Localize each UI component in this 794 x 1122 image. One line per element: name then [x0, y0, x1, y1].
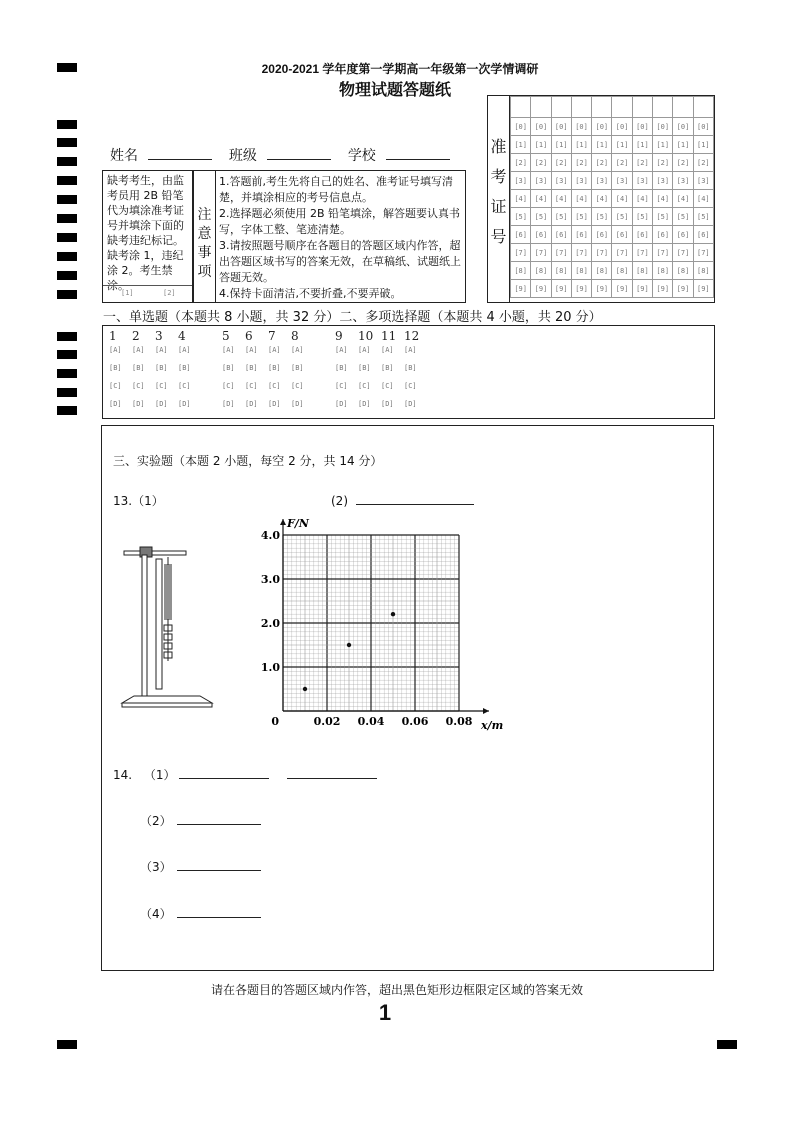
exam-id-bubble[interactable]: [2] [571, 154, 591, 172]
question-number: 1 [109, 329, 117, 343]
exam-id-bubble[interactable]: [8] [531, 262, 551, 280]
question-number: 11 [381, 329, 397, 343]
exam-id-bubble[interactable]: [9] [592, 280, 612, 298]
answer-bubble[interactable]: [A] [335, 346, 348, 354]
data-point [347, 643, 351, 647]
answer-bubble[interactable]: [B] [245, 364, 258, 372]
exam-id-bubble[interactable]: [4] [612, 190, 632, 208]
q14-1-answer-a[interactable] [179, 766, 269, 779]
exam-id-bubble[interactable]: [6] [511, 226, 531, 244]
answer-bubble[interactable]: [C] [335, 382, 348, 390]
exam-id-bubble[interactable]: [9] [531, 280, 551, 298]
answer-bubble[interactable]: [B] [132, 364, 145, 372]
exam-id-bubble[interactable]: [0] [673, 118, 693, 136]
exam-id-bubble[interactable]: [0] [551, 118, 571, 136]
answer-bubble[interactable]: [A] [245, 346, 258, 354]
answer-bubble[interactable]: [D] [335, 400, 348, 408]
exam-id-bubble[interactable]: [2] [632, 154, 652, 172]
exam-id-grid [510, 96, 714, 298]
answer-bubble[interactable]: [D] [155, 400, 168, 408]
q14-row4 [140, 905, 261, 922]
timing-mark [57, 271, 77, 280]
q14-part4-label: （4） [140, 907, 172, 921]
exam-id-bubble[interactable]: [5] [571, 208, 591, 226]
answer-bubble[interactable]: [A] [155, 346, 168, 354]
absent-text: 缺考考生，由监考员用 2B 铅笔代为填涂准考证号并填涂下面的缺考违纪标记。缺考涂 1，违纪涂 2。考生禁涂。 [107, 174, 184, 292]
exam-id-bubble[interactable]: [0] [653, 118, 673, 136]
name-field[interactable] [148, 147, 212, 160]
exam-id-bubble[interactable]: [8] [511, 262, 531, 280]
question-number: 4 [178, 329, 186, 343]
answer-bubble[interactable]: [C] [381, 382, 394, 390]
exam-id-bubble[interactable]: [5] [592, 208, 612, 226]
timing-mark [57, 120, 77, 129]
answer-bubble[interactable]: [D] [291, 400, 304, 408]
exam-id-bubble[interactable]: [8] [592, 262, 612, 280]
exam-id-bubble[interactable]: [8] [632, 262, 652, 280]
exam-id-label: 准考证号 [488, 96, 510, 302]
exam-id-bubble[interactable]: [3] [551, 172, 571, 190]
exam-id-bubble[interactable]: [7] [612, 244, 632, 262]
exam-id-bubble[interactable]: [4] [632, 190, 652, 208]
exam-id-bubble[interactable]: [5] [612, 208, 632, 226]
answer-bubble[interactable]: [B] [109, 364, 122, 372]
exam-id-bubble[interactable]: [8] [571, 262, 591, 280]
force-displacement-chart [247, 511, 507, 736]
question-number: 9 [335, 329, 343, 343]
page-number: 1 [378, 1000, 392, 1025]
q14-label: 14. [113, 768, 133, 782]
exam-id-bubble[interactable]: [6] [673, 226, 693, 244]
notes-box [193, 170, 466, 303]
exam-id-digit-box[interactable] [592, 97, 612, 118]
note-item: 4.保持卡面清洁,不要折叠,不要弄破。 [219, 287, 402, 300]
exam-id-bubble[interactable]: [1] [632, 136, 652, 154]
answer-bubble[interactable]: [C] [132, 382, 145, 390]
timing-mark [57, 195, 77, 204]
answer-bubble[interactable]: [A] [222, 346, 235, 354]
experiment-heading: 三、实验题（本题 2 小题，每空 2 分，共 14 分） [113, 454, 383, 468]
exam-id-bubble[interactable]: [2] [551, 154, 571, 172]
exam-id-bubble[interactable]: [8] [551, 262, 571, 280]
exam-id-bubble[interactable]: [1] [693, 136, 713, 154]
student-info [110, 145, 450, 165]
answer-bubble[interactable]: [D] [132, 400, 145, 408]
timing-mark [57, 388, 77, 397]
data-point [303, 687, 307, 691]
answer-bubble[interactable]: [D] [404, 400, 417, 408]
choice-group [335, 329, 427, 418]
q14-row2 [140, 812, 261, 829]
exam-id-box [487, 95, 715, 303]
exam-id-bubble[interactable]: [9] [693, 280, 713, 298]
answer-bubble[interactable]: [B] [404, 364, 417, 372]
timing-mark [57, 176, 77, 185]
exam-id-bubble[interactable]: [3] [653, 172, 673, 190]
exam-id-bubble[interactable]: [7] [571, 244, 591, 262]
q14-4-answer[interactable] [177, 905, 261, 918]
exam-id-bubble[interactable]: [6] [531, 226, 551, 244]
timing-mark [57, 63, 77, 72]
answer-bubble[interactable]: [D] [178, 400, 191, 408]
answer-bubble[interactable]: [B] [155, 364, 168, 372]
timing-mark [57, 214, 77, 223]
y-axis-label: F/N [287, 517, 309, 530]
note-item: 3.请按照题号顺序在各题目的答题区域内作答，超出答题区域书写的答案无效，在草稿纸、试题纸上答题无效。 [219, 239, 461, 284]
exam-id-bubble[interactable]: [0] [592, 118, 612, 136]
exam-id-bubble[interactable]: [0] [632, 118, 652, 136]
name-label: 姓名 [110, 148, 138, 164]
answer-bubble[interactable]: [D] [222, 400, 235, 408]
exam-id-bubble[interactable]: [6] [653, 226, 673, 244]
exam-id-bubble[interactable]: [9] [551, 280, 571, 298]
notes-list [219, 174, 463, 302]
question-number: 5 [222, 329, 230, 343]
answer-bubble[interactable]: [A] [178, 346, 191, 354]
absent-box [102, 170, 193, 303]
answer-bubble[interactable]: [D] [268, 400, 281, 408]
exam-id-bubble[interactable]: [6] [551, 226, 571, 244]
exam-id-bubble[interactable]: [7] [531, 244, 551, 262]
exam-id-digit-box[interactable] [653, 97, 673, 118]
exam-id-bubble[interactable]: [4] [531, 190, 551, 208]
timing-mark [57, 350, 77, 359]
timing-mark [717, 1040, 737, 1049]
x-tick-label: 0.02 [313, 715, 341, 728]
exam-id-digit-box[interactable] [673, 97, 693, 118]
q14-part3-label: （3） [140, 860, 172, 874]
exam-id-bubble[interactable]: [9] [653, 280, 673, 298]
exam-id-bubble[interactable]: [3] [571, 172, 591, 190]
x-tick-label: 0.04 [357, 715, 385, 728]
exam-id-bubble[interactable]: [1] [511, 136, 531, 154]
exam-id-bubble[interactable]: [2] [511, 154, 531, 172]
exam-id-bubble[interactable]: [4] [653, 190, 673, 208]
timing-mark [57, 233, 77, 242]
page-title: 物理试题答题纸 [338, 82, 451, 99]
exam-id-bubble[interactable]: [1] [571, 136, 591, 154]
answer-bubble[interactable]: [B] [268, 364, 281, 372]
violation-bubble[interactable]: [2] [163, 289, 176, 297]
exam-id-bubble[interactable]: [7] [653, 244, 673, 262]
answer-bubble[interactable]: [B] [178, 364, 191, 372]
exam-id-bubble[interactable]: [5] [693, 208, 713, 226]
choice-group [109, 329, 201, 418]
q13-label: 13.（1） [113, 494, 164, 508]
timing-mark [57, 332, 77, 341]
exam-id-bubble[interactable]: [5] [673, 208, 693, 226]
exam-id-bubble[interactable]: [3] [673, 172, 693, 190]
exam-id-bubble[interactable]: [3] [632, 172, 652, 190]
exam-id-bubble[interactable]: [8] [673, 262, 693, 280]
footer-notice: 请在各题目的答题区域内作答，超出黑色矩形边框限定区域的答案无效 [210, 983, 583, 997]
question-number: 8 [291, 329, 299, 343]
school-field[interactable] [386, 147, 450, 160]
answer-bubble[interactable]: [A] [132, 346, 145, 354]
q14-part2-label: （2） [140, 814, 172, 828]
exam-id-bubble[interactable]: [4] [693, 190, 713, 208]
exam-id-bubble[interactable]: [4] [571, 190, 591, 208]
exam-id-bubble[interactable]: [2] [531, 154, 551, 172]
class-field[interactable] [267, 147, 331, 160]
answer-bubble[interactable]: [C] [155, 382, 168, 390]
exam-id-bubble[interactable]: [5] [551, 208, 571, 226]
choice-heading: 一、单选题（本题共 8 小题，共 32 分）二、多项选择题（本题共 4 小题，共 20 分） [103, 310, 602, 325]
exam-id-bubble[interactable]: [3] [612, 172, 632, 190]
answer-bubble[interactable]: [A] [404, 346, 417, 354]
exam-id-bubble[interactable]: [6] [592, 226, 612, 244]
exam-id-bubble[interactable]: [6] [612, 226, 632, 244]
x-axis-label: x/m [481, 719, 504, 732]
question-number: 12 [404, 329, 420, 343]
timing-mark [57, 290, 77, 299]
answer-bubble[interactable]: [C] [268, 382, 281, 390]
exam-id-bubble[interactable]: [5] [531, 208, 551, 226]
question-number: 2 [132, 329, 140, 343]
exam-id-digit-box[interactable] [571, 97, 591, 118]
note-item: 1.答题前,考生先将自己的姓名、准考证号填写清楚，并填涂相应的考号信息点。 [219, 175, 453, 204]
y-axis-arrow [280, 519, 286, 525]
exam-id-bubble[interactable]: [9] [673, 280, 693, 298]
y-tick-label: 2.0 [260, 617, 280, 630]
exam-id-bubble[interactable]: [1] [531, 136, 551, 154]
answer-bubble[interactable]: [A] [381, 346, 394, 354]
exam-id-bubble[interactable]: [5] [511, 208, 531, 226]
exam-id-bubble[interactable]: [9] [612, 280, 632, 298]
exam-id-digit-box[interactable] [551, 97, 571, 118]
exam-id-bubble[interactable]: [0] [531, 118, 551, 136]
exam-id-bubble[interactable]: [2] [592, 154, 612, 172]
y-tick-label: 1.0 [260, 661, 280, 674]
x-tick-label: 0.06 [401, 715, 429, 728]
choice-box [102, 325, 715, 419]
question-number: 6 [245, 329, 253, 343]
q13-part2-label: (2) [331, 494, 348, 508]
exam-id-bubble[interactable]: [8] [653, 262, 673, 280]
answer-bubble[interactable]: [B] [291, 364, 304, 372]
answer-bubble[interactable]: [D] [245, 400, 258, 408]
exam-id-bubble[interactable]: [5] [632, 208, 652, 226]
exam-id-bubble[interactable]: [6] [571, 226, 591, 244]
exam-id-bubble[interactable]: [3] [511, 172, 531, 190]
exam-id-bubble[interactable]: [2] [653, 154, 673, 172]
x-tick-label: 0.08 [445, 715, 473, 728]
exam-id-bubble[interactable]: [7] [511, 244, 531, 262]
exam-id-bubble[interactable]: [0] [612, 118, 632, 136]
q13-answer-field[interactable] [356, 492, 474, 505]
answer-bubble[interactable]: [C] [404, 382, 417, 390]
school-label: 学校 [347, 148, 376, 164]
notes-label: 注意事项 [194, 171, 216, 302]
q14-row1 [113, 766, 377, 783]
answer-bubble[interactable]: [C] [245, 382, 258, 390]
answer-bubble[interactable]: [C] [358, 382, 371, 390]
exam-id-bubble[interactable]: [9] [632, 280, 652, 298]
answer-bubble[interactable]: [C] [222, 382, 235, 390]
question-number: 10 [358, 329, 374, 343]
answer-bubble[interactable]: [B] [358, 364, 371, 372]
exam-id-bubble[interactable]: [2] [673, 154, 693, 172]
answer-bubble[interactable]: [C] [291, 382, 304, 390]
exam-id-bubble[interactable]: [9] [511, 280, 531, 298]
timing-mark [57, 157, 77, 166]
exam-id-bubble[interactable]: [8] [693, 262, 713, 280]
exam-id-bubble[interactable]: [7] [673, 244, 693, 262]
y-tick-label: 3.0 [260, 573, 280, 586]
answer-bubble[interactable]: [A] [268, 346, 281, 354]
exam-id-bubble[interactable]: [0] [511, 118, 531, 136]
answer-bubble[interactable]: [A] [109, 346, 122, 354]
answer-bubble[interactable]: [C] [109, 382, 122, 390]
exam-id-bubble[interactable]: [7] [592, 244, 612, 262]
exam-id-bubble[interactable]: [9] [571, 280, 591, 298]
answer-bubble[interactable]: [A] [291, 346, 304, 354]
q14-2-answer[interactable] [177, 812, 261, 825]
exam-id-digit-box[interactable] [632, 97, 652, 118]
note-item: 2.选择题必须使用 2B 铅笔填涂，解答题要认真书写，字体工整、笔迹清楚。 [219, 207, 461, 236]
exam-id-digit-box[interactable] [693, 97, 713, 118]
answer-bubble[interactable]: [B] [381, 364, 394, 372]
exam-id-bubble[interactable]: [6] [632, 226, 652, 244]
answer-bubble[interactable]: [D] [109, 400, 122, 408]
exam-id-bubble[interactable]: [1] [653, 136, 673, 154]
exam-id-bubble[interactable]: [7] [551, 244, 571, 262]
answer-bubble[interactable]: [C] [178, 382, 191, 390]
x-axis-arrow [483, 708, 489, 714]
exam-id-digit-box[interactable] [511, 97, 531, 118]
timing-mark [57, 138, 77, 147]
exam-id-bubble[interactable]: [8] [612, 262, 632, 280]
q14-3-answer[interactable] [177, 858, 261, 871]
exam-id-bubble[interactable]: [2] [612, 154, 632, 172]
experiment-box [101, 425, 714, 971]
exam-id-bubble[interactable]: [5] [653, 208, 673, 226]
exam-id-digit-box[interactable] [612, 97, 632, 118]
question-number: 7 [268, 329, 276, 343]
exam-id-bubble[interactable]: [3] [693, 172, 713, 190]
answer-bubble[interactable]: [D] [358, 400, 371, 408]
absent-bubble[interactable]: [1] [121, 289, 134, 297]
y-tick-label: 4.0 [260, 529, 280, 542]
question-number: 3 [155, 329, 163, 343]
answer-bubble[interactable]: [A] [358, 346, 371, 354]
choice-group [222, 329, 314, 418]
data-point [391, 612, 395, 616]
exam-id-bubble[interactable]: [4] [673, 190, 693, 208]
exam-id-bubble[interactable]: [7] [632, 244, 652, 262]
exam-id-bubble[interactable]: [4] [551, 190, 571, 208]
exam-id-bubble[interactable]: [3] [531, 172, 551, 190]
exam-id-bubble[interactable]: [4] [511, 190, 531, 208]
q14-row3 [140, 858, 261, 875]
exam-id-bubble[interactable]: [1] [592, 136, 612, 154]
q13-part2 [331, 492, 474, 508]
exam-id-bubble[interactable]: [2] [693, 154, 713, 172]
exam-id-bubble[interactable]: [3] [592, 172, 612, 190]
exam-id-bubble[interactable]: [1] [551, 136, 571, 154]
answer-bubble[interactable]: [B] [335, 364, 348, 372]
answer-bubble[interactable]: [B] [222, 364, 235, 372]
exam-id-bubble[interactable]: [0] [693, 118, 713, 136]
exam-id-bubble[interactable]: [1] [673, 136, 693, 154]
exam-id-bubble[interactable]: [0] [571, 118, 591, 136]
timing-mark [57, 406, 77, 415]
exam-id-bubble[interactable]: [1] [612, 136, 632, 154]
timing-mark [57, 1040, 77, 1049]
timing-mark [57, 252, 77, 261]
exam-id-bubble[interactable]: [6] [693, 226, 713, 244]
q14-part1-label: （1） [143, 768, 176, 782]
title-line1: 2020-2021 学年度第一学期高一年级第一次学情调研 [261, 62, 539, 76]
q14-1-answer-b[interactable] [287, 766, 377, 779]
x-tick-label: 0 [271, 715, 279, 728]
exam-id-bubble[interactable]: [7] [693, 244, 713, 262]
timing-mark [57, 369, 77, 378]
spring-stand-illustration [120, 541, 220, 716]
exam-id-digit-box[interactable] [531, 97, 551, 118]
answer-bubble[interactable]: [D] [381, 400, 394, 408]
exam-id-bubble[interactable]: [4] [592, 190, 612, 208]
class-label: 班级 [228, 148, 257, 164]
